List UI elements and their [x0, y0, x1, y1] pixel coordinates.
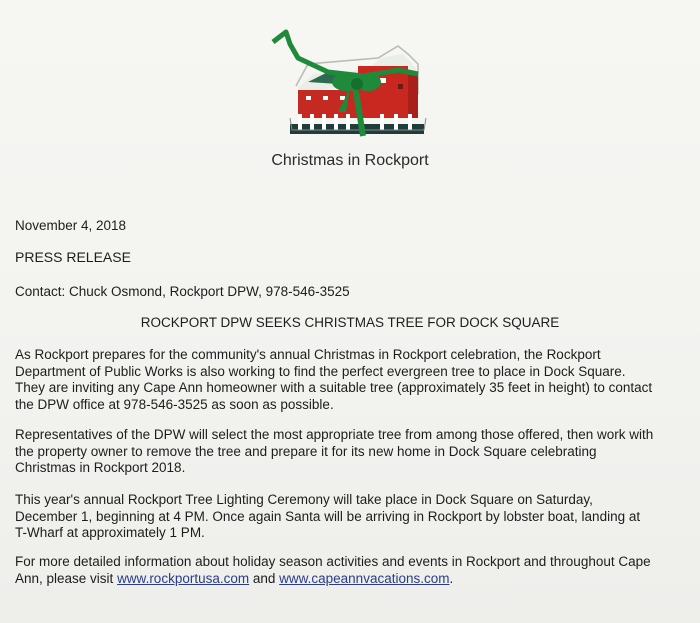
christmas-in-rockport-logo	[268, 24, 428, 144]
text-fragment: .	[449, 570, 454, 586]
text-line: Representatives of the DPW will select the most appropriate tree from among those offered, then work with	[15, 427, 654, 442]
contact-line: Contact: Chuck Osmond, Rockport DPW, 978-546-3525	[15, 284, 350, 299]
text-fragment: Ann, please visit	[15, 570, 118, 586]
paragraph-announcement	[15, 347, 695, 413]
text-line: As Rockport prepares for the community's annual Christmas in Rockport celebration, the Rockport	[15, 347, 601, 362]
text-line: December 1, beginning at 4 PM. Once again Santa will be arriving in Rockport by lobster boat, landing at	[15, 508, 641, 524]
rockportusa-link[interactable]: www.rockportusa.com	[117, 570, 250, 586]
text-line: T-Wharf at approximately 1 PM.	[15, 525, 205, 540]
headline: ROCKPORT DPW SEEKS CHRISTMAS TREE FOR DOCK SQUARE	[140, 315, 560, 330]
text-line	[15, 571, 695, 588]
text-fragment: and	[249, 570, 280, 586]
text-line: Christmas in Rockport 2018.	[15, 460, 186, 475]
logo-illustration-icon	[268, 24, 428, 144]
paragraph-selection	[15, 427, 695, 477]
paragraph-more-info	[15, 554, 695, 587]
release-date: November 4, 2018	[15, 218, 127, 233]
text-line: the DPW office at 978-546-3525 as soon as possible.	[15, 396, 334, 412]
text-line: Department of Public Works is also working to find the perfect evergreen tree to place in Dock Square.	[15, 363, 626, 379]
press-release-label: PRESS RELEASE	[15, 249, 131, 265]
text-line: For more detailed information about holiday season activities and events in Rockport and throughout Cape	[15, 554, 651, 569]
logo-caption: Christmas in Rockport	[271, 152, 429, 169]
text-line: They are inviting any Cape Ann homeowner with a suitable tree (approximately 35 feet in height) to contact	[15, 380, 653, 395]
text-line: the property owner to remove the tree and prepare it for its new home in Dock Square celebrating	[15, 443, 597, 459]
text-line: This year's annual Rockport Tree Lighting Ceremony will take place in Dock Square on Saturday,	[15, 492, 593, 507]
paragraph-ceremony	[15, 492, 695, 542]
capeannvacations-link[interactable]: www.capeannvacations.com	[279, 570, 450, 586]
